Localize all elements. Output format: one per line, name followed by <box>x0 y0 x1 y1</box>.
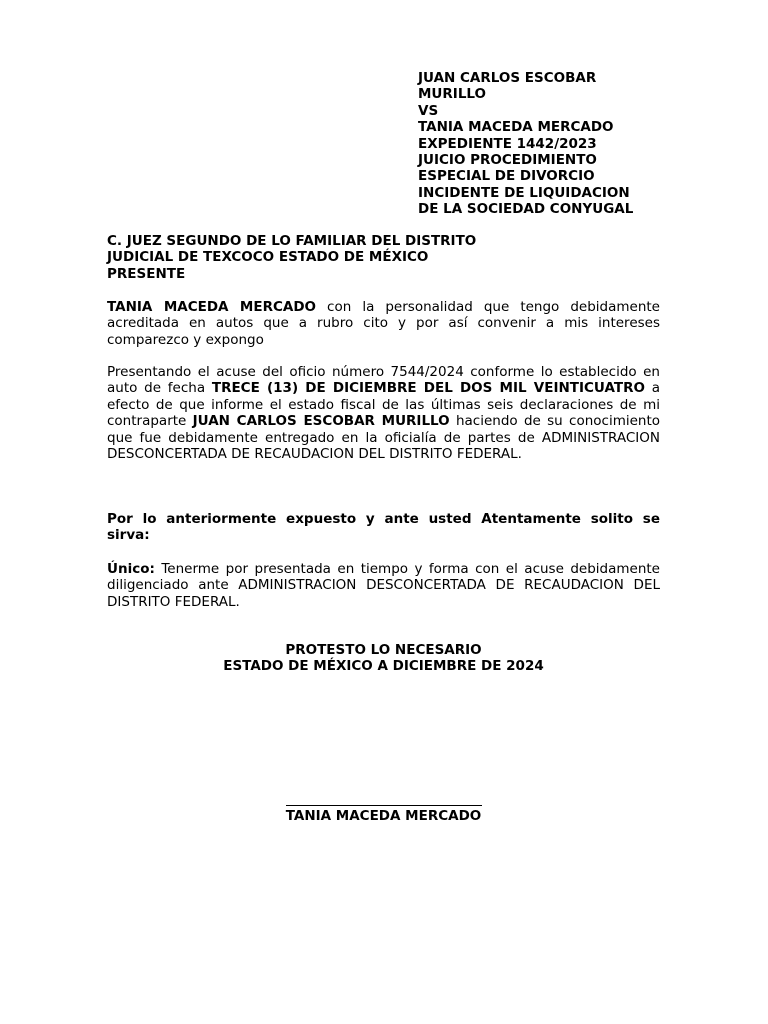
caption-line: EXPEDIENTE 1442/2023 <box>418 135 597 152</box>
case-caption <box>418 70 668 218</box>
caption-line: TANIA MACEDA MERCADO <box>418 119 614 136</box>
caption-line: VS <box>418 102 439 119</box>
body-date: TRECE (13) DE DICIEMBRE DEL DOS MIL VEINTICUATRO <box>211 380 645 397</box>
intro-text: con la personalidad que tengo debidamente acreditada en autos que a rubro cito y por así convenir a mis intereses comparezco y expongo <box>107 299 660 348</box>
signature-line <box>286 797 482 806</box>
closing-line-1: PROTESTO LO NECESARIO <box>285 642 482 658</box>
body-text-2: a efecto de que informe el estado fiscal de las últimas seis declaraciones de mi contraparte <box>107 380 660 430</box>
closing-block <box>107 642 660 675</box>
intro-paragraph <box>107 299 660 348</box>
petition-text: Tenerme por presentada en tiempo y forma con el acuse debidamente diligenciado ante ADMINISTRACION DESCONCERTADA DE RECAUDACION DEL DISTRITO FEDERAL. <box>107 561 660 610</box>
caption-line: MURILLO <box>418 86 487 103</box>
body-text-3: haciendo de su conocimiento que fue debidamente entregado en la oficialía de partes de ADMINISTRACION DESCONCERTADA DE RECAUDACION DEL DISTRITO FEDERAL. <box>107 413 661 463</box>
closing-line-2: ESTADO DE MÉXICO A DICIEMBRE DE 2024 <box>223 658 544 675</box>
petition-label: Único: <box>107 561 155 577</box>
body-counterpart-name: JUAN CARLOS ESCOBAR MURILLO <box>192 413 450 430</box>
caption-line: JUICIO PROCEDIMIENTO <box>418 152 597 169</box>
addressee-block <box>107 233 667 282</box>
caption-line: ESPECIAL DE DIVORCIO <box>418 168 595 185</box>
petition-paragraph <box>107 561 660 610</box>
addressee-line: JUDICIAL DE TEXCOCO ESTADO DE MÉXICO <box>107 249 429 266</box>
signature-block <box>107 797 660 824</box>
body-text-1: Presentando el acuse del oficio número 7544/2024 conforme lo establecido en auto de fecha <box>107 364 660 397</box>
caption-line: INCIDENTE DE LIQUIDACION <box>418 184 630 201</box>
caption-line: JUAN CARLOS ESCOBAR <box>418 70 597 86</box>
addressee-line: C. JUEZ SEGUNDO DE LO FAMILIAR DEL DISTRITO <box>107 233 477 249</box>
signature-name: TANIA MACEDA MERCADO <box>285 808 482 824</box>
body-paragraph <box>107 364 660 462</box>
caption-line: DE LA SOCIEDAD CONYUGAL <box>418 201 634 218</box>
intro-name: TANIA MACEDA MERCADO <box>107 299 317 315</box>
addressee-line: PRESENTE <box>107 265 186 282</box>
request-paragraph: Por lo anteriormente expuesto y ante usted Atentamente solito se sirva: <box>107 511 660 544</box>
